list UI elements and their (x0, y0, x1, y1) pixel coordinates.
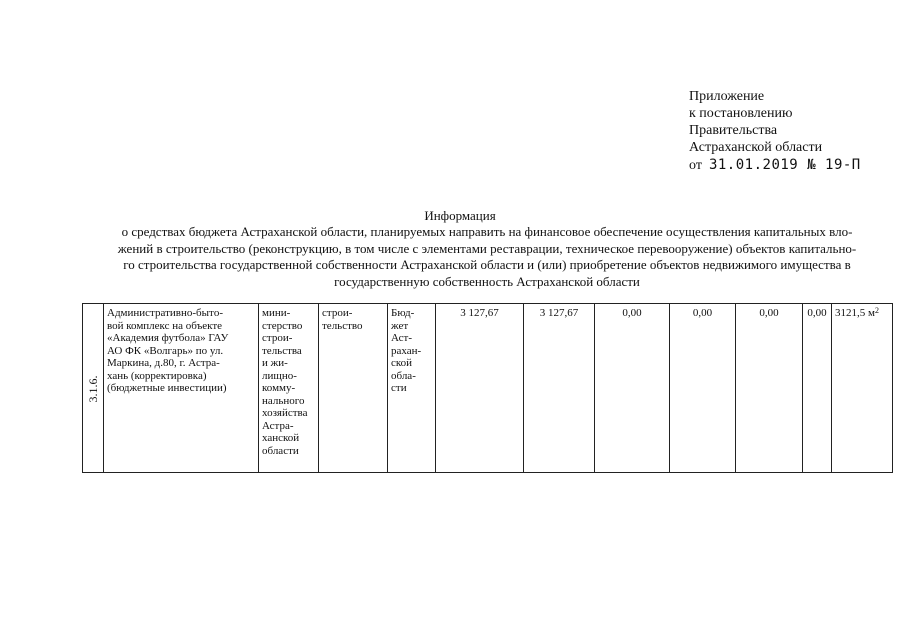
year-amount-cell: 0,00 (736, 304, 803, 473)
ministry-line: нального (262, 394, 305, 407)
ministry-line: и жи- (262, 357, 288, 369)
description-line: жений в строительство (реконструкцию, в том числе с элементами реставрации, техническое перевооружение) объектов капитально- (117, 240, 857, 256)
funding-source-line: ской (391, 357, 413, 369)
ministry-line: области (262, 444, 299, 457)
ministry-line: хозяйства (262, 407, 308, 419)
ministry-line: комму- (262, 382, 296, 394)
ministry-line: ханской (262, 432, 300, 444)
description-line: о средствах бюджета Астраханской области, планируемых направить на финансовое обеспечение осуществления капитальных вло- (121, 224, 853, 239)
document-description (82, 224, 892, 290)
appendix-line: к постановлению (689, 106, 793, 121)
object-name-line: «Академия футбола» ГАУ (107, 332, 229, 344)
year-amount-cell: 3 127,67 (524, 304, 595, 473)
object-name-cell (104, 304, 259, 473)
capacity-unit-superscript: 2 (874, 306, 879, 315)
ministry-line: тельства (262, 344, 302, 357)
ministry-line: строи- (262, 332, 293, 344)
total-amount-cell: 3 127,67 (436, 304, 524, 473)
document-title: Информация (424, 208, 496, 223)
capacity-value: 3121,5 м (835, 307, 875, 319)
investment-type-cell (319, 304, 388, 473)
year-amount-cell: 0,00 (803, 304, 832, 473)
appendix-header (689, 88, 861, 174)
year-amount-cell: 0,00 (595, 304, 670, 473)
date-prefix: от (689, 158, 702, 173)
funding-source-line: рахан- (391, 344, 422, 357)
capacity-cell (832, 304, 893, 473)
funding-source-cell (388, 304, 436, 473)
investment-table (82, 303, 893, 473)
object-name-line: (бюджетные инвестиции) (107, 382, 227, 394)
appendix-line: Приложение (689, 89, 765, 104)
funding-source-line: жет (391, 319, 409, 332)
funding-source-line: обла- (391, 369, 416, 382)
object-name-line: Маркина, д.80, г. Астра- (107, 357, 220, 369)
object-name-line: АО ФК «Волгарь» по ул. (107, 344, 224, 357)
funding-source-line: Аст- (391, 332, 413, 344)
date-value: 31.01.2019 № 19-П (708, 157, 861, 173)
object-name-line: Административно-бытo- (107, 307, 223, 319)
object-name-line: хань (корректировка) (107, 369, 207, 382)
ministry-line: мини- (262, 307, 291, 319)
description-line: государственную собственность Астраханской области (334, 273, 640, 289)
funding-source-line: сти (391, 382, 407, 394)
appendix-line: Правительства (689, 123, 778, 138)
object-name-line: вой комплекс на объекте (107, 319, 223, 332)
ministry-line: Астра- (262, 419, 294, 432)
appendix-line: Астраханской области (689, 140, 823, 155)
row-number-cell (83, 304, 104, 473)
ministry-cell (259, 304, 319, 473)
year-amount-cell: 0,00 (670, 304, 736, 473)
investment-type-line: строи- (322, 307, 353, 319)
ministry-line: лищно- (262, 369, 297, 382)
table-row (83, 304, 893, 473)
funding-source-line: Бюд- (391, 307, 415, 319)
description-line: го строительства государственной собственности Астраханской области и (или) приобретение объектов недвижимого имущества в (123, 257, 851, 272)
investment-type-line: тельство (322, 319, 363, 332)
appendix-date-line (689, 157, 861, 174)
ministry-line: стерство (262, 319, 303, 332)
row-number: 3.1.6. (85, 375, 100, 403)
